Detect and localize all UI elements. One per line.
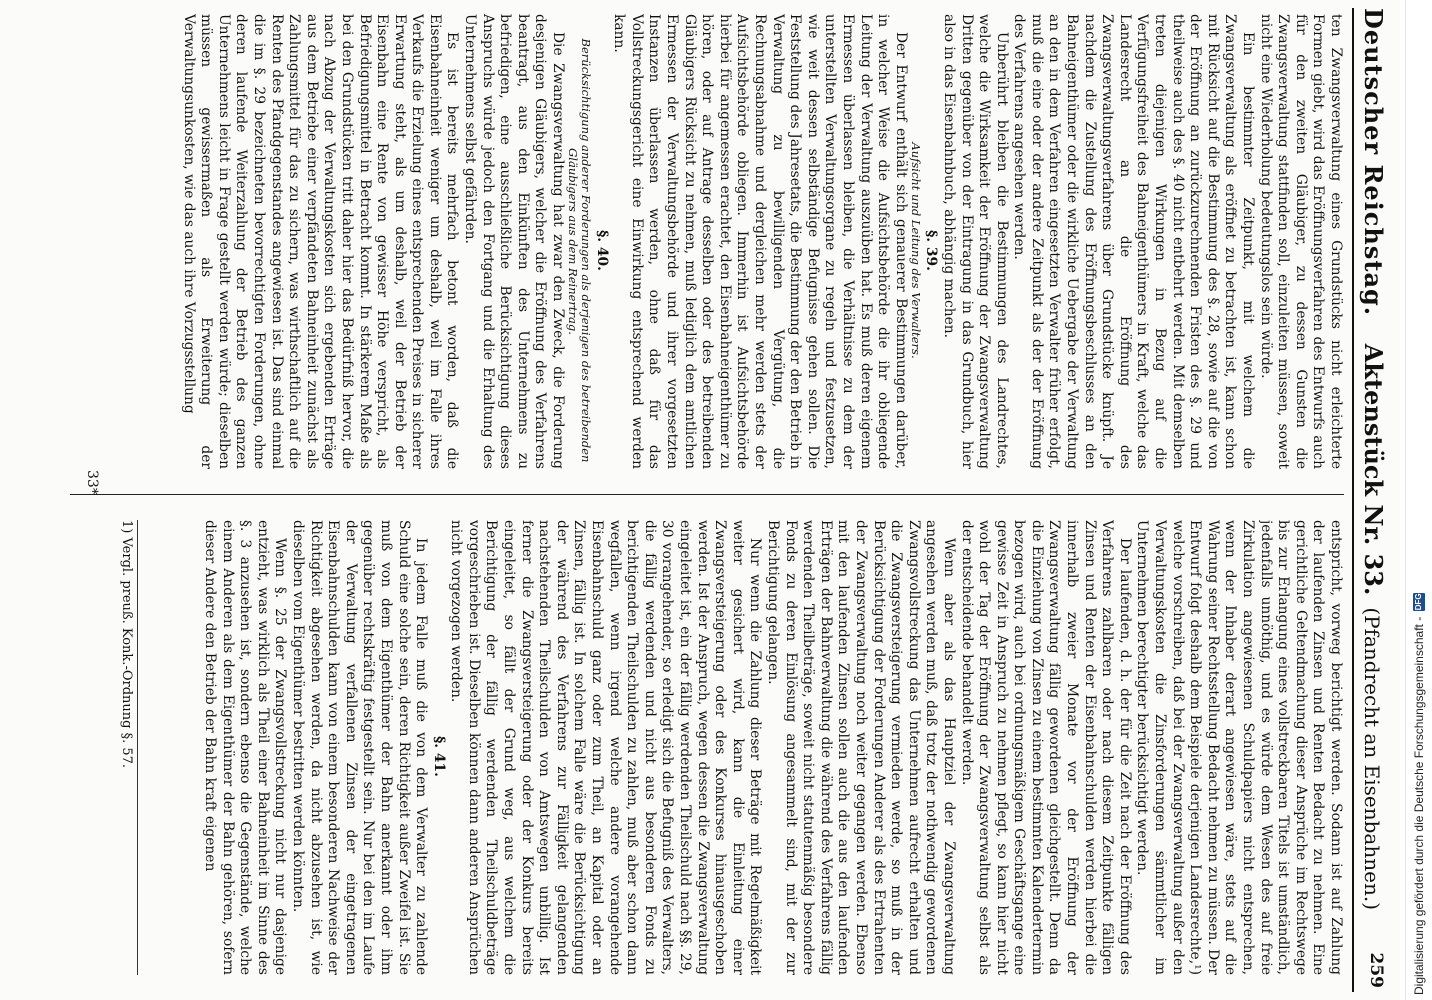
- document-number: Aktenstück Nr. 33.: [1359, 343, 1389, 596]
- section-heading-39: §. 39.: [923, 230, 940, 271]
- paragraph: In jedem Falle muß die von dem Verwalter zu zahlende Schuld eine solche sein, deren Richtigkeit außer Zweifel ist. Sie muß von dem Eigenthümer der Bahn anerkannt oder ihm gegenüber rechtskräftig festgestellt sein. Nur bei den im Laufe der Verwaltung verfallenen Zinsen der eingetragenen Eisenbahnschulden kann von einem besonderen Nachweise der Richtigkeit abgesehen werden, da nicht abzusehen ist, wie dieselben vom Eigenthümer bestritten werden könnten.: [289, 520, 430, 975]
- footnote: 1) Vergl. preuß. Konk.-Ordnung §. 57.: [119, 520, 138, 975]
- right-column: [150, 520, 1344, 975]
- section-heading-41: §. 41.: [430, 736, 447, 777]
- paragraph: Die Zwangsverwaltung hat zwar den Zweck, die Forderung desjenigen Gläubigers, welcher die Eröffnung des Verfahrens beantragt, aus den Einkünften des Unternehmens zu befriedigen, eine ausschließliche Berücksichtigung dieses Anspruchs würde jedoch den Fortgang und die Erhaltung des Unternehmens selbst gefährden.: [462, 14, 567, 469]
- digitization-note: [1412, 5, 1426, 995]
- sheet-signature: 33*: [84, 470, 100, 495]
- paragraph: Unberührt bleiben die Bestimmungen des Landrechtes, welche die Wirksamkeit der Eröffnung der Zwangsverwaltung Dritten gegenüber von der Eintragung in das Grundbuch, hier also in das Eisenbahnbuch, abhängig machen.: [940, 14, 1010, 469]
- header-left: [1360, 8, 1389, 316]
- paragraph: Wenn §. 25 der Zwangsvollstreckung nicht nur dasjenige entzieht, was wirklich als Theil einer Bahneinheit im Sinne des §. 3 anzusehen ist, sondern ebenso die Gegenstände, welche einem Anderen als dem Eigenthümer der Bahn gehören, sofern dieser Andere den Betrieb der Bahn kraft eigenen: [202, 520, 289, 975]
- column-divider: [70, 494, 1344, 495]
- paragraph: Wenn aber als das Hauptziel der Zwangsverwaltung angesehen werden muß, daß trotz der nothwendig gewordenen Zwangsvollstreckung das Unternehmen aufrecht erhalten und die Zwangsversteigerung vermieden werde, so muß in der Berücksichtigung der Forderungen Anderer als des Ertrahenten der Zwangsverwaltung noch weiter gegangen werden. Ebenso mit den laufenden Zinsen sollen auch die aus den laufenden Erträgen der Bahnverwaltung die während des Verfahrens fällig werdenden Theilbeträge, soweit nicht statutenmäßig besondere Fonds zu deren Einlösung angesammelt sind, mit der zur Berichtigung gelangen.: [765, 520, 957, 975]
- paragraph: Nur wenn die Zahlung dieser Beträge mit Regelmäßigkeit weiter gesichert wird, kann die Einleitung einer Zwangsversteigerung oder des Konkurses hinausgeschoben werden. Ist der Anspruch, wegen dessen die Zwangsverwaltung eingeleitet ist, ein der fällig werdenden Theilschuld nach §§. 29, 30 vorangehender, so erledigt sich die Befugniß des Verwalters, die fällig werdenden und nicht aus besonderen Fonds zu berichtigenden Theilschulden zu zahlen, muß aber schon dann wegfallen, wenn irgend welche andere vorangehende Eisenbahnschuld ganz oder zum Theil, an Kapital oder an Zinsen, fällig ist. In solchem Falle wäre die Berücksichtigung der während des Verfahrens zur Fälligkeit gelangenden nachstehenden Theilschulden von Amtswegen unbillig. Ist ferner die Zwangsversteigerung oder der Konkurs bereits eingeleitet, so fällt der Grund weg, aus welchem die Berichtigung der fällig werdenden Theilschuldbeträge vorgeschrieben ist. Dieselben können dann anderen Ansprüchen nicht vorgezogen werden.: [448, 520, 764, 975]
- paragraph: ten Zwangsverwaltung eines Grundstücks nicht erleichterte Formen giebt, wird das Eröffnungsverfahren des Entwurfs auch für den zweiten Gläubiger, zu dessen Gunsten die Zwangsverwaltung stattfinden soll, einzuleiten müssen, soweit nicht eine Wiederholung bedeutungslos sein würde.: [1257, 14, 1344, 469]
- left-column: [60, 14, 1344, 469]
- paragraph: entspricht, vorweg berichtigt werden. Sodann ist auf Zahlung der laufenden Zinsen und Renten Bedacht zu nehmen. Eine gerichtliche Geltendmachung dieser Ansprüche im Rechtswege bis zur Erlangung eines vollstreckbaren Titels ist umständlich, jedenfalls unnöthig, und es würde dem Wesen des auf freie Zirkulation angewiesenen Schuldpapiers nicht entsprechen, wenn der Inhaber derart angewiesen wäre, stets auf die Wahrung seiner Rechtsstellung Bedacht nehmen zu müssen. Der Entwurf folgt deshalb dem Beispiele derjenigen Landesrechte,¹) welche vorschreiben, daß bei der Zwangsverwaltung außer den Verwaltungskosten die Zinsforderungen sämmtlicher im Unternehmen berechtigter berücksichtigt werden.: [1134, 520, 1344, 975]
- paragraph: Der laufenden, d. h. der für die Zeit nach der Eröffnung des Verfahrens zahlbaren oder nach diesem Zeitpunkte fälligen Zinsen und Renten der Eisenbahnschulden werden hierbei die innerhalb zweier Monate vor der Eröffnung der Zwangsverwaltung fällig gewordenen gleichgestellt. Denn da die Einziehung von Zinsen zu einem bestimmten Kalendertermin bezogen wird, auch bei ordnungsmäßigem Geschäftsgange eine gewisse Zeit in Anspruch zu nehmen pflegt, so kann hier nicht wohl der Tag der Eröffnung der Zwangsverwaltung selbst als der entscheidende behandelt werden.: [958, 520, 1133, 975]
- digitization-margin: [1405, 0, 1432, 1000]
- document-subtitle: (Pfandrecht an Eisenbahnen.): [1360, 607, 1385, 910]
- digitization-credit: Digitalisierung gefördert durch die Deutsche Forschungsgemeinschaft -: [1412, 616, 1426, 995]
- publication-title: Deutscher Reichstag.: [1359, 8, 1389, 317]
- page-header: [1352, 8, 1394, 992]
- paragraph: Der Entwurf enthält sich genauerer Bestimmungen darüber, in welcher Weise die Aufsichtsbehörde die ihr obliegende Leitung der Verwaltung auszuüben hat. Es muß deren eigenem Ermessen überlassen bleiben, die Verhältnisse zu dem der unterstellten Verwaltungsorgane zu regeln und festzusetzen, wie weit dessen selbständige Befugnisse gehen sollen. Die Feststellung des Jahresetats, die Bestimmung der den Betrieb in Verwaltung zu bewilligenden Vergütung, die Rechnungsabnahme und dergleichen mehr werden stets der Aufsichtsbehörde obliegen. Immerhin ist Aufsichtsbehörde hierbei für angemessen erachtet, den Eisenbahneigenthümer zu hören, oder auf Antrage desselben oder des betreibenden Gläubigers Rücksicht zu nehmen, muß lediglich dem amtlichen Ermessen der Verwaltungsbehörde und ihrer vorgesetzten Instanzen überlassen werden, ohne daß für das Vollstreckungsgericht eine Einwirkung entsprechend werden kann.: [611, 14, 909, 469]
- section-heading-40: §. 40.: [593, 230, 610, 271]
- section-title-40: Berücksichtigung anderer Forderungen als derjenigen des betreibenden Gläubigers aus dem Reinertrag.: [566, 38, 594, 463]
- page-number: 259: [1366, 952, 1386, 988]
- paragraph: Ein bestimmter Zeitpunkt, mit welchem die Zwangsverwaltung als eröffnet zu betrachten ist, kann schon mit Rücksicht auf die Bestimmung des §. 28, sowie auf die von der Eröffnung an zurückzurechnenden Fristen des §. 29 und theilweise auch des §. 40 nicht entbehrt werden. Mit demselben treten diejenigen Wirkungen in Bezug auf die Verfügungsfreiheit des Bahneigenthümers in Kraft, welche das Landesrecht an die Eröffnung des Zwangsverwaltungsverfahrens über Grundstücke knüpft. Je nachdem die Zustellung des Eröffnungsbeschlusses an den Bahneigenthümer oder die wirkliche Uebergabe der Verwaltung an den in dem Verfahren eingesetzten Verwalter früher erfolgt, muß die eine oder der andere Zeitpunkt als der der Eröffnung des Verfahrens angesehen werden.: [1011, 14, 1257, 469]
- section-title-39: Aufsicht und Leitung des Verwalters.: [908, 142, 923, 359]
- header-right: [1360, 344, 1389, 992]
- dfg-logo-icon: DFG: [1414, 593, 1423, 611]
- paragraph: Es ist bereits mehrfach betont worden, daß die Eisenbahneinheit weniger um deshalb, weil im Falle ihres Verkaufs die Erzielung eines entsprechenden Preises in sicherer Erwartung steht, als um deshalb, weil der Betrieb der Eisenbahn eine Rente von gewisser Höhe verspricht, als Befriedigungsmittel in Betracht kommt. In stärkerem Maße als bei den Grundstücken tritt daher hier das Bedürfniß hervor, die nach Abzug der Verwaltungskosten sich ergebenden Erträge aus dem Betriebe einer verpfändeten Bahneinheit zunächst als Zahlungsmittel für das zu sichern, was wirthschaftlich auf die Renten des Pfandgegenstandes angewiesen ist. Das sind einmal die im §. 29 bezeichneten bevorrechtigten Forderungen, ohne deren laufende Weiterzahlung der Betrieb des ganzen Unternehmens leicht in Frage gestellt werden würde; dieselben müssen gewissermaßen als Erweiterung der Verwaltungsunkosten, wie das auch ihre Vorzugsstellung: [180, 14, 461, 469]
